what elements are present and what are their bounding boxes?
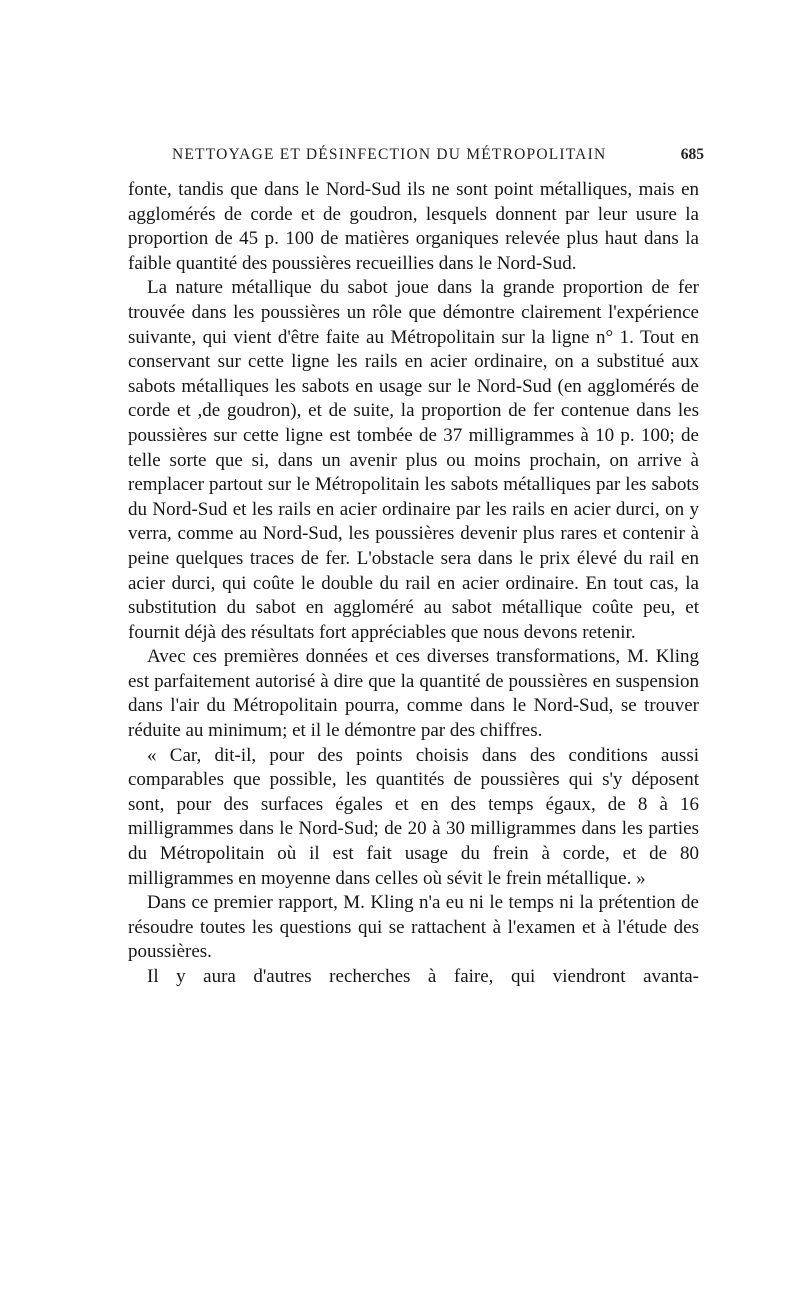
page-number: 685 — [680, 146, 704, 163]
paragraph: fonte, tandis que dans le Nord-Sud ils ne sont point métalliques, mais en agglomérés de corde et de goudron, lesquels donnent par leur usure la proportion de 45 p. 100 de matières organiques relevée plus haut dans la faible quantité des poussières recueillies dans le Nord-Sud. — [128, 179, 699, 274]
paragraph: Dans ce premier rapport, M. Kling n'a eu ni le temps ni la prétention de résoudre toutes les questions qui se rattachent à l'examen et à l'étude des poussières. — [128, 892, 699, 963]
paragraph: « Car, dit-il, pour des points choisis dans des conditions aussi comparables que possible, les quantités de poussières qui s'y déposent sont, pour des surfaces égales et en des temps égaux, de 8 à 16 milligrammes dans le Nord-Sud; de 20 à 30 milligrammes dans les parties du Métropolitain où il est fait usage du frein à corde, et de 80 milligrammes en moyenne dans celles où sévit le frein métallique. » — [128, 744, 699, 889]
running-title: NETTOYAGE ET DÉSINFECTION DU MÉTROPOLITAIN — [172, 146, 607, 163]
paragraph: Avec ces premières données et ces diverses transformations, M. Kling est parfaitement autorisé à dire que la quantité de poussières en suspension dans l'air du Métropolitain pourra, comme dans le Nord-Sud, se trouver réduite au minimum; et il le démontre par des chiffres. — [128, 646, 699, 742]
paragraph: La nature métallique du sabot joue dans la grande proportion de fer trouvée dans les poussières un rôle que démontre clairement l'expérience suivante, qui vient d'être faite au Métropolitain sur la ligne n° 1. Tout en conservant sur cette ligne les rails en acier ordinaire, on a substitué aux sabots métalliques les sabots en usage sur le Nord-Sud (en agglomérés de corde et ,de goudron), et de suite, la proportion de fer contenue dans les poussières sur cette ligne est tombée de 37 milligrammes à 10 p. 100; de telle sorte que si, dans un avenir plus ou moins prochain, on arrive à remplacer partout sur le Métropolitain les sabots métalliques par les sabots du Nord-Sud et les rails en acier ordinaire par les rails en acier durci, on y verra, comme au Nord-Sud, les poussières devenir plus rares et contenir à peine quelques traces de fer. L'obstacle sera dans le prix élevé du rail en acier durci, qui coûte le double du rail en acier ordinaire. En tout cas, la substitution du sabot en aggloméré au sabot métallique coûte peu, et fournit déjà des résultats fort appréciables que nous devons retenir. — [128, 277, 699, 643]
body-text — [128, 178, 699, 990]
paragraph: Il y aura d'autres recherches à faire, qui viendront avanta- — [147, 966, 699, 987]
